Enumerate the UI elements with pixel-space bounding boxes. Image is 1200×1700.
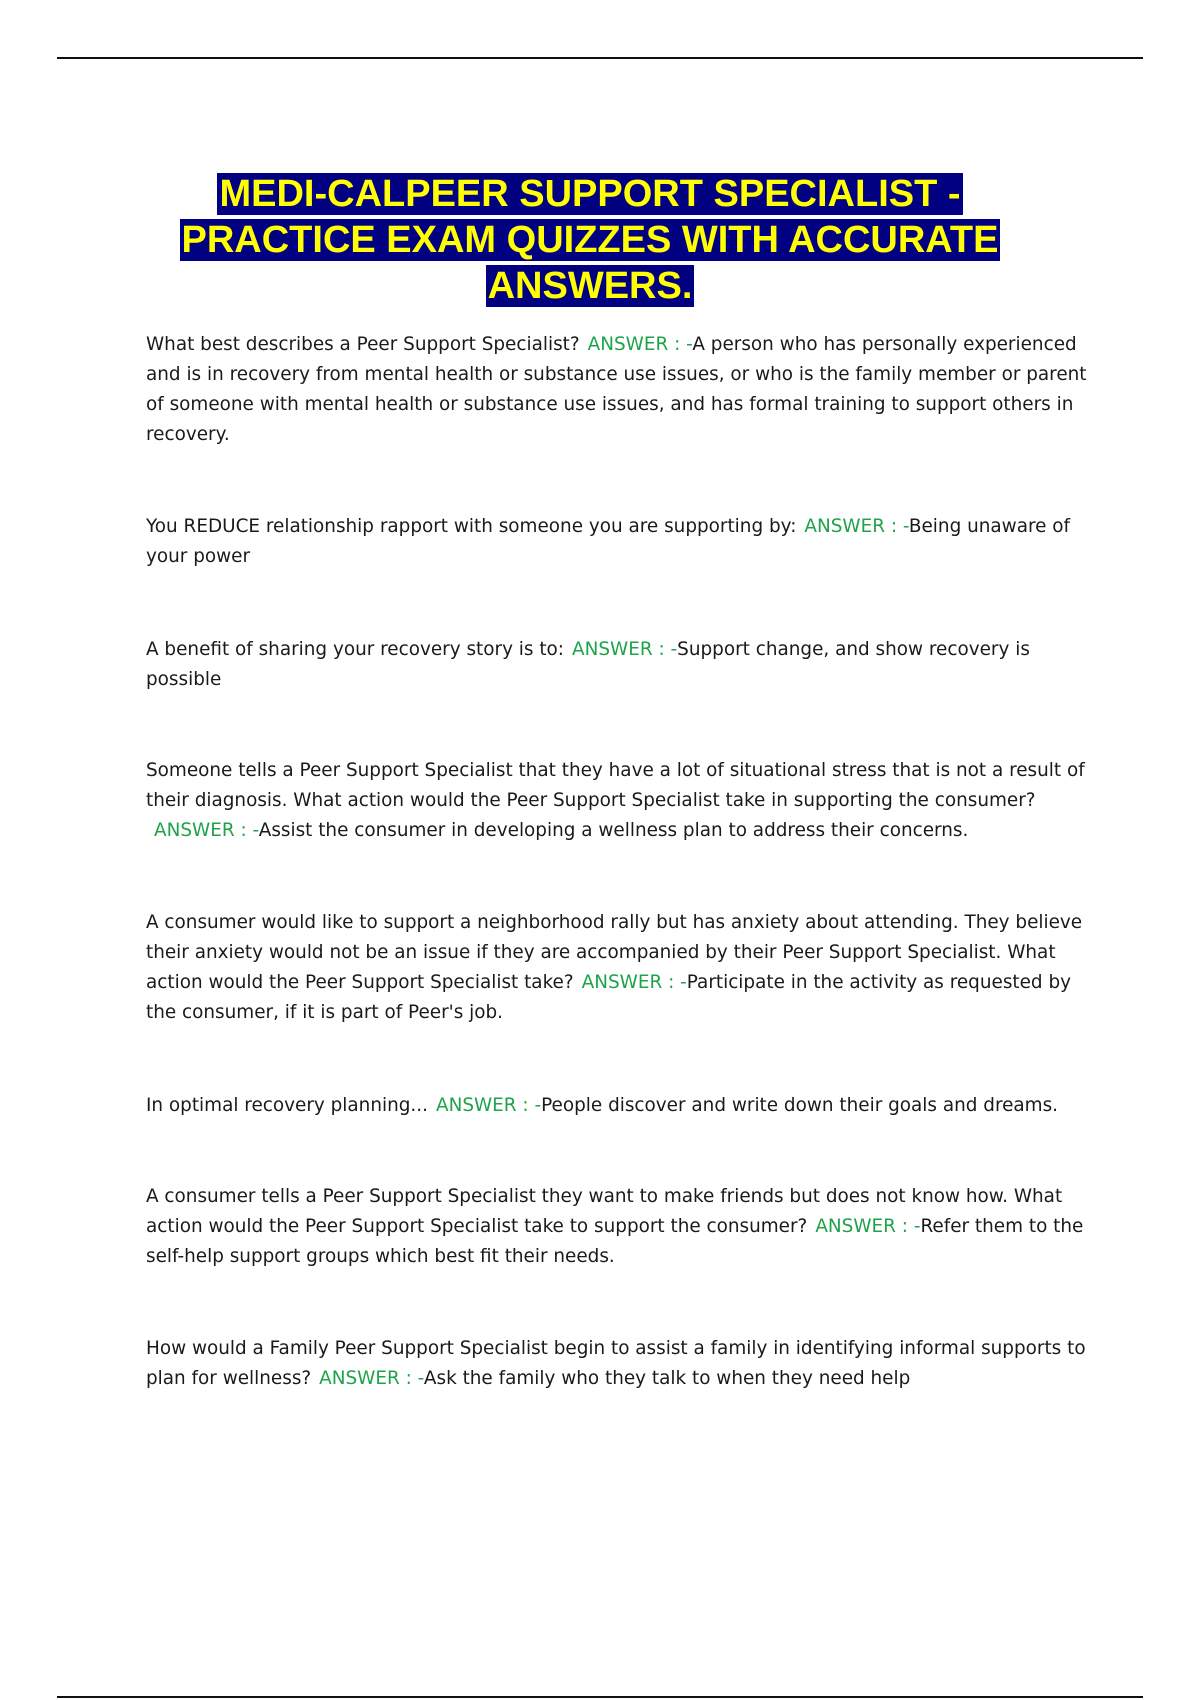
answer-dash: - bbox=[686, 334, 693, 355]
title-line-2: PRACTICE EXAM QUIZZES WITH ACCURATE bbox=[181, 219, 999, 262]
qa-item-5 bbox=[146, 908, 1096, 1028]
answer-text: Refer them to the self-help support groups which best fit their needs. bbox=[146, 1216, 1084, 1267]
answer-label: ANSWER : bbox=[581, 972, 675, 993]
qa-item-1 bbox=[146, 330, 1096, 450]
answer-dash: - bbox=[670, 639, 678, 660]
question-text: A consumer tells a Peer Support Specialist they want to make friends but does not know how. What action would the Peer Support Specialist take to support the consumer? bbox=[146, 1186, 1063, 1237]
qa-item-4 bbox=[146, 756, 1096, 846]
answer-dash: - bbox=[680, 972, 687, 993]
question-text: A benefit of sharing your recovery story is to: bbox=[146, 639, 565, 660]
qa-item-8 bbox=[146, 1334, 1096, 1394]
question-text: A consumer would like to support a neighborhood rally but has anxiety about attending. They believe their anxiety would not be an issue if they are accompanied by their Peer Support Specialist. What action would the Peer Support Specialist take? bbox=[146, 912, 1083, 993]
answer-dash: - bbox=[252, 820, 259, 841]
title-line-1: MEDI-CALPEER SUPPORT SPECIALIST - bbox=[219, 173, 961, 216]
answer-label: ANSWER : bbox=[804, 516, 898, 537]
title-line-3: ANSWERS. bbox=[487, 265, 693, 308]
question-text: What best describes a Peer Support Specialist? bbox=[146, 334, 580, 355]
answer-dash: - bbox=[902, 516, 909, 537]
answer-label: ANSWER : bbox=[154, 820, 247, 841]
question-text: Someone tells a Peer Support Specialist that they have a lot of situational stress that is not a result of their diagnosis. What action would the Peer Support Specialist take in supporting the consumer? bbox=[146, 760, 1085, 811]
top-rule bbox=[57, 57, 1143, 59]
answer-label: ANSWER : bbox=[587, 334, 681, 355]
answer-text: A person who has personally experienced and is in recovery from mental health or substance use issues, or who is the family member or parent of someone with mental health or substance use issues, and has formal training to support others in recovery. bbox=[146, 334, 1087, 445]
answer-label: ANSWER : bbox=[435, 1095, 529, 1116]
answer-label: ANSWER : bbox=[815, 1216, 908, 1237]
answer-text: Ask the family who they talk to when they need help bbox=[423, 1368, 911, 1389]
answer-text: Support change, and show recovery is possible bbox=[146, 639, 1030, 690]
qa-item-7 bbox=[146, 1182, 1096, 1272]
bottom-rule bbox=[57, 1696, 1143, 1698]
question-text: How would a Family Peer Support Specialist begin to assist a family in identifying informal supports to plan for wellness? bbox=[146, 1338, 1086, 1389]
answer-dash: - bbox=[417, 1368, 424, 1389]
qa-item-3 bbox=[146, 635, 1096, 695]
document-title bbox=[140, 171, 1040, 309]
answer-text: Participate in the activity as requested by the consumer, if it is part of Peer's job. bbox=[146, 972, 1071, 1023]
answer-text: Being unaware of your power bbox=[146, 516, 1071, 567]
answer-dash: - bbox=[534, 1095, 542, 1116]
answer-label: ANSWER : bbox=[572, 639, 665, 660]
answer-text: People discover and write down their goals and dreams. bbox=[541, 1095, 1059, 1116]
qa-item-2 bbox=[146, 512, 1096, 572]
qa-item-6 bbox=[146, 1091, 1096, 1121]
question-text: In optimal recovery planning... bbox=[146, 1095, 428, 1116]
answer-dash: - bbox=[913, 1216, 921, 1237]
question-text: You REDUCE relationship rapport with someone you are supporting by: bbox=[146, 516, 797, 537]
answer-label: ANSWER : bbox=[319, 1368, 412, 1389]
answer-text: Assist the consumer in developing a wellness plan to address their concerns. bbox=[258, 820, 969, 841]
